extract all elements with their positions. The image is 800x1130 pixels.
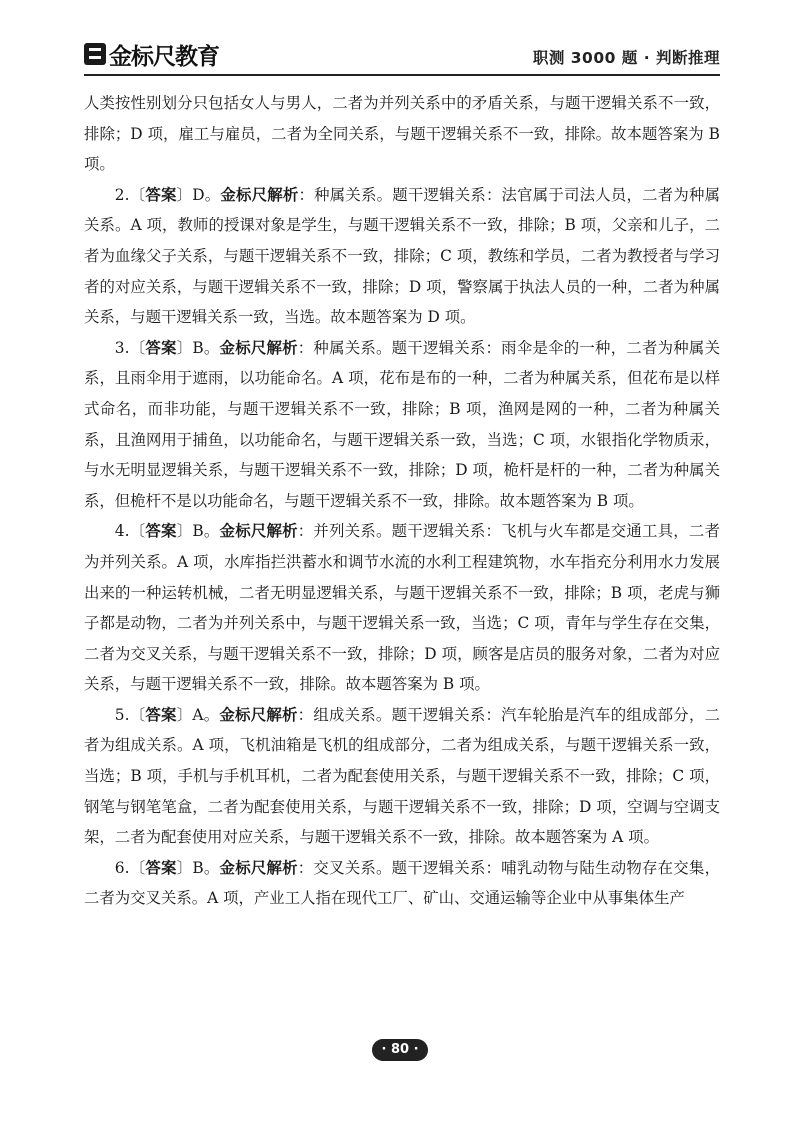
analysis-text: ：交叉关系。题干逻辑关系：哺乳动物与陆生动物存在交集，二者为交叉关系。A 项，产业工人指在现代工厂、矿山、交通运输等企业中从事集体生产: [84, 858, 720, 908]
logo-text: 金标尺教育: [109, 43, 219, 70]
page-header: [84, 36, 720, 72]
header-divider: [84, 74, 720, 76]
answer-number: 2.〔: [114, 185, 146, 204]
book-title: 职测 3000 题 · 判断推理: [532, 49, 720, 67]
answer-paragraph-3: [84, 333, 720, 517]
answer-paragraph-2: [84, 180, 720, 333]
answer-number: 5.〔: [114, 705, 146, 724]
page-number: · 80 ·: [372, 1039, 428, 1061]
analysis-text: ：种属关系。题干逻辑关系：法官属于司法人员，二者为种属关系。A 项，教师的授课对象是学生，与题干逻辑关系不一致，排除；B 项，父亲和儿子，二者为血缘父子关系，与题干逻辑关系不一致，排除；C 项，教练和学员，二者为教授者与学习者的对应关系，与题干逻辑关系不一致，排除；D 项，警察属于执法人员的一种，二者为种属关系，与题干逻辑关系一致，当选。故本题答案为 D 项。: [84, 185, 720, 327]
analysis-label: 金标尺解析: [219, 858, 298, 877]
analysis-label: 金标尺解析: [220, 185, 299, 204]
answer-label: 答案: [145, 705, 177, 724]
answer-label: 答案: [145, 185, 177, 204]
answer-paragraph-6: [84, 853, 720, 914]
analysis-text: ：并列关系。题干逻辑关系：飞机与火车都是交通工具，二者为并列关系。A 项，水库指拦洪蓄水和调节水流的水利工程建筑物，水车指充分利用水力发展出来的一种运转机械，二者无明显逻辑关系，与题干逻辑关系不一致，排除；B 项，老虎与狮子都是动物，二者为并列关系中，与题干逻辑关系一致，当选；C 项，青年与学生存在交集，二者为交叉关系，与题干逻辑关系不一致，排除；D 项，顾客是店员的服务对象，二者为对应关系，与题干逻辑关系不一致，排除。故本题答案为 B 项。: [84, 522, 720, 694]
answer-value: 〕B。: [176, 522, 220, 541]
analysis-text: ：种属关系。题干逻辑关系：雨伞是伞的一种，二者为种属关系，且雨伞用于遮雨，以功能命名。A 项，花布是布的一种，二者为种属关系，但花布是以样式命名，而非功能，与题干逻辑关系不一致，排除；B 项，渔网是网的一种，二者为种属关系，且渔网用于捕鱼，以功能命名，与题干逻辑关系一致，当选；C 项，水银指化学物质汞，与水无明显逻辑关系，与题干逻辑关系不一致，排除；D 项，桅杆是杆的一种，二者为种属关系，但桅杆不是以功能命名，与题干逻辑关系不一致，排除。故本题答案为 B 项。: [84, 338, 720, 510]
analysis-text: ：组成关系。题干逻辑关系：汽车轮胎是汽车的组成部分，二者为组成关系。A 项，飞机油箱是飞机的组成部分，二者为组成关系，与题干逻辑关系一致，当选；B 项，手机与手机耳机，二者为配套使用关系，与题干逻辑关系不一致，排除；C 项，钢笔与钢笔笔盒，二者为配套使用关系，与题干逻辑关系不一致，排除；D 项，空调与空调支架，二者为配套使用对应关系，与题干逻辑关系不一致，排除。故本题答案为 A 项。: [84, 705, 720, 847]
answer-label: 答案: [145, 522, 177, 541]
answer-label: 答案: [145, 338, 177, 357]
answer-value: 〕A。: [176, 705, 220, 724]
analysis-label: 金标尺解析: [219, 705, 298, 724]
answer-value: 〕D。: [176, 185, 221, 204]
logo-mark-icon: [84, 43, 106, 65]
answer-paragraph-4: [84, 516, 720, 700]
page-body: [84, 88, 720, 914]
answer-number: 3.〔: [114, 338, 146, 357]
intro-paragraph: 人类按性别划分只包括女人与男人，二者为并列关系中的矛盾关系，与题干逻辑关系不一致，排除；D 项，雇工与雇员，二者为全同关系，与题干逻辑关系不一致，排除。故本题答案为 B 项。: [84, 94, 720, 174]
analysis-label: 金标尺解析: [219, 338, 298, 357]
answer-value: 〕B。: [176, 338, 220, 357]
answer-label: 答案: [145, 858, 177, 877]
analysis-label: 金标尺解析: [219, 522, 298, 541]
answer-paragraph-5: [84, 700, 720, 853]
answer-number: 4.〔: [114, 522, 146, 541]
publisher-logo: [84, 40, 219, 68]
answer-value: 〕B。: [176, 858, 220, 877]
answer-number: 6.〔: [114, 858, 146, 877]
